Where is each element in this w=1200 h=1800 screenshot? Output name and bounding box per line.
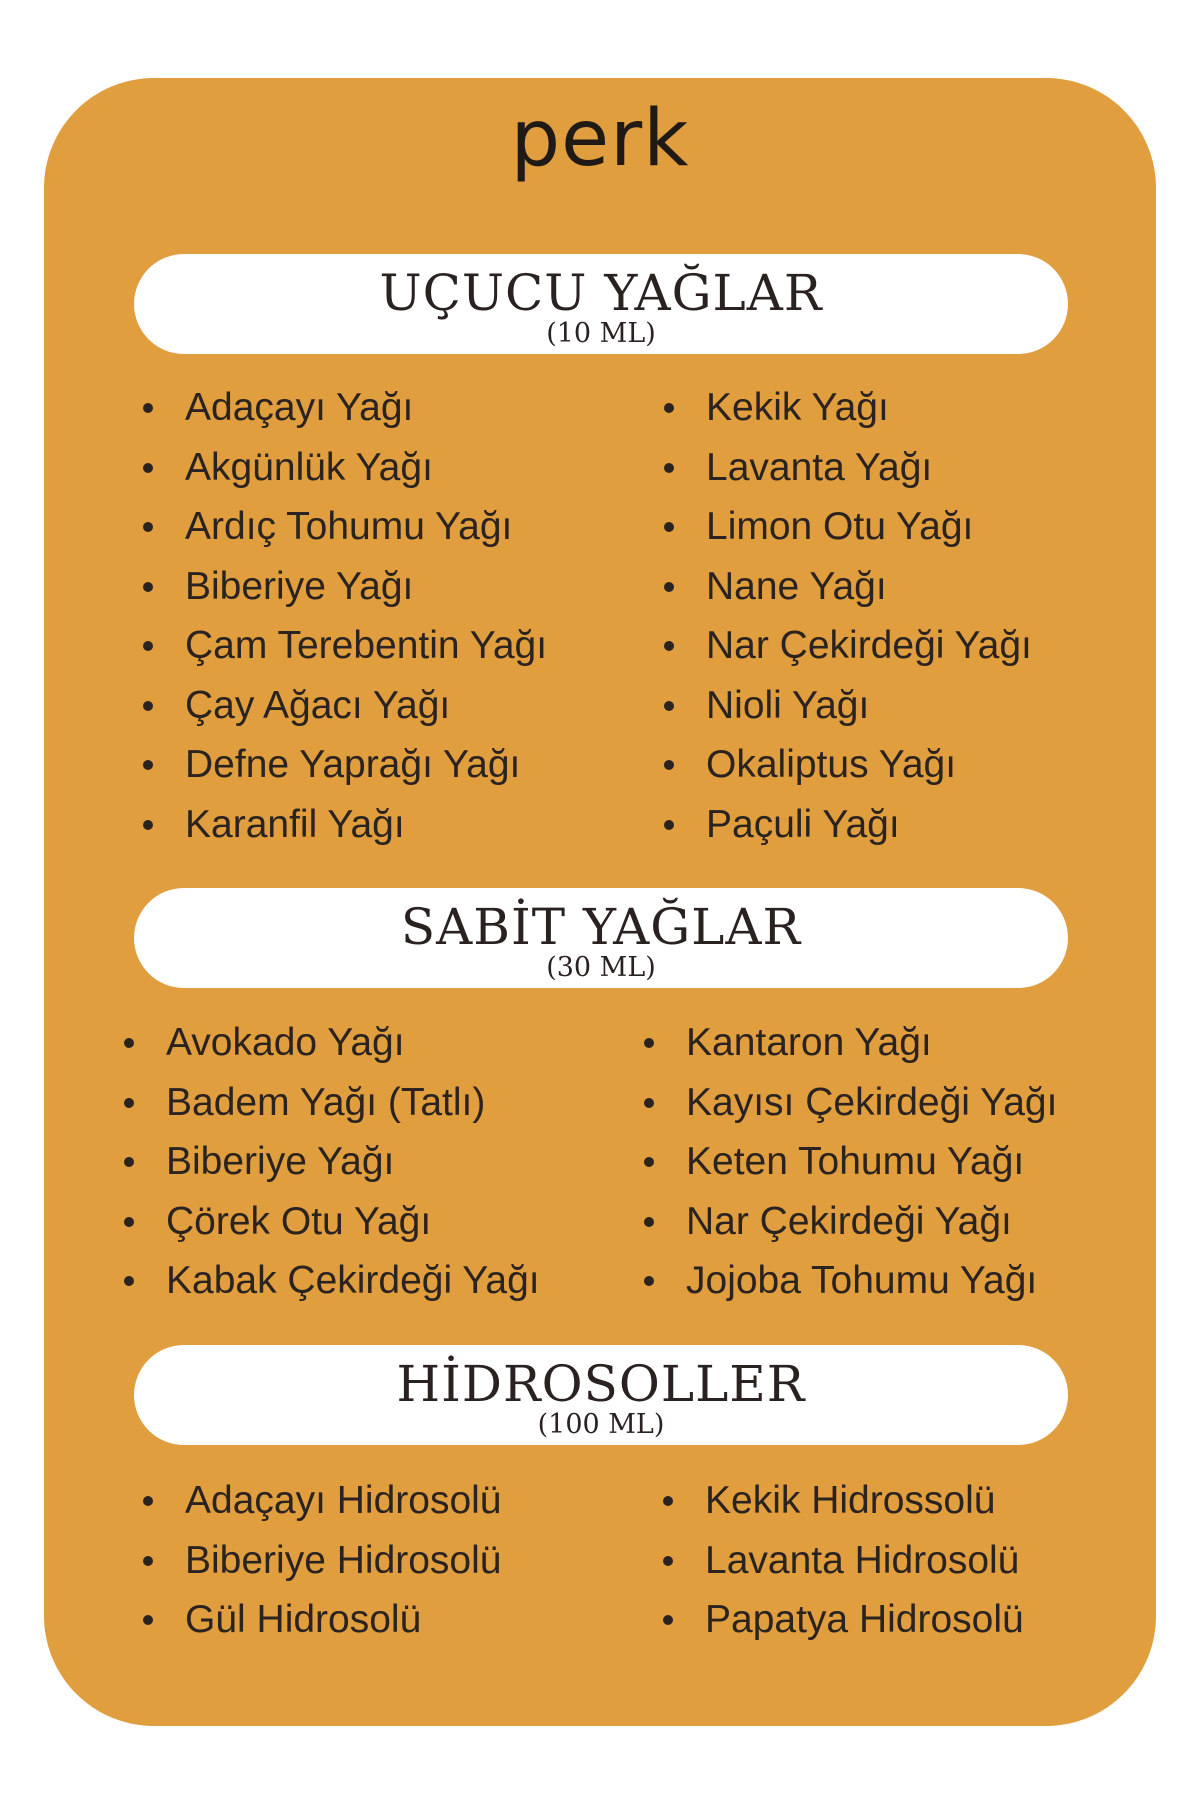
hidrosoller-left-list [143, 1471, 502, 1650]
bullet-icon [664, 582, 674, 592]
list-item: Keten Tohumu Yağı [644, 1132, 1057, 1192]
perk-logo: perk [510, 94, 690, 184]
list-item: Lavanta Yağı [664, 438, 1032, 498]
bullet-icon [644, 1098, 654, 1108]
list-item: Limon Otu Yağı [664, 497, 1032, 557]
hidrosoller-right-list [663, 1471, 1024, 1650]
section-subtitle: (10 ML) [546, 318, 656, 349]
bullet-icon [124, 1217, 134, 1227]
list-item: Çay Ağacı Yağı [143, 676, 547, 736]
bullet-icon [663, 1496, 673, 1506]
list-item: Çörek Otu Yağı [124, 1192, 540, 1252]
section-header-sabit-yaglar [134, 888, 1068, 988]
ucucu-right-list [664, 378, 1032, 854]
bullet-icon [644, 1276, 654, 1286]
list-item: Lavanta Hidrosolü [663, 1531, 1024, 1591]
list-item: Papatya Hidrosolü [663, 1590, 1024, 1650]
list-item: Kekik Hidrossolü [663, 1471, 1024, 1531]
section-subtitle: (100 ML) [537, 1409, 665, 1440]
bullet-icon [664, 522, 674, 532]
bullet-icon [143, 1556, 153, 1566]
list-item: Biberiye Hidrosolü [143, 1531, 502, 1591]
section-header-ucucu-yaglar [134, 254, 1068, 354]
list-item: Akgünlük Yağı [143, 438, 547, 498]
list-item: Paçuli Yağı [664, 795, 1032, 855]
bullet-icon [143, 403, 153, 413]
bullet-icon [664, 463, 674, 473]
bullet-icon [664, 403, 674, 413]
bullet-icon [143, 582, 153, 592]
bullet-icon [143, 701, 153, 711]
bullet-icon [124, 1038, 134, 1048]
bullet-icon [143, 641, 153, 651]
list-item: Avokado Yağı [124, 1013, 540, 1073]
bullet-icon [644, 1038, 654, 1048]
sabit-right-list [644, 1013, 1057, 1311]
list-item: Adaçayı Yağı [143, 378, 547, 438]
bullet-icon [664, 701, 674, 711]
bullet-icon [663, 1556, 673, 1566]
bullet-icon [124, 1276, 134, 1286]
bullet-icon [143, 1615, 153, 1625]
list-item: Jojoba Tohumu Yağı [644, 1251, 1057, 1311]
list-item: Biberiye Yağı [143, 557, 547, 617]
sabit-left-list [124, 1013, 540, 1311]
list-item: Nar Çekirdeği Yağı [664, 616, 1032, 676]
bullet-icon [143, 820, 153, 830]
ucucu-left-list [143, 378, 547, 854]
section-title: SABİT YAĞLAR [400, 898, 802, 956]
bullet-icon [143, 522, 153, 532]
list-item: Gül Hidrosolü [143, 1590, 502, 1650]
section-header-hidrosoller [134, 1345, 1068, 1445]
list-item: Kantaron Yağı [644, 1013, 1057, 1073]
bullet-icon [124, 1157, 134, 1167]
section-title: UÇUCU YAĞLAR [379, 264, 823, 322]
bullet-icon [143, 463, 153, 473]
list-item: Kekik Yağı [664, 378, 1032, 438]
list-item: Kabak Çekirdeği Yağı [124, 1251, 540, 1311]
list-item: Karanfil Yağı [143, 795, 547, 855]
bullet-icon [664, 760, 674, 770]
list-item: Kayısı Çekirdeği Yağı [644, 1073, 1057, 1133]
list-item: Nane Yağı [664, 557, 1032, 617]
list-item: Nar Çekirdeği Yağı [644, 1192, 1057, 1252]
section-title: HİDROSOLLER [396, 1355, 806, 1413]
list-item: Biberiye Yağı [124, 1132, 540, 1192]
bullet-icon [664, 820, 674, 830]
list-item: Adaçayı Hidrosolü [143, 1471, 502, 1531]
bullet-icon [664, 641, 674, 651]
bullet-icon [644, 1217, 654, 1227]
list-item: Okaliptus Yağı [664, 735, 1032, 795]
list-item: Badem Yağı (Tatlı) [124, 1073, 540, 1133]
list-item: Defne Yaprağı Yağı [143, 735, 547, 795]
list-item: Ardıç Tohumu Yağı [143, 497, 547, 557]
bullet-icon [644, 1157, 654, 1167]
bullet-icon [143, 1496, 153, 1506]
bullet-icon [124, 1098, 134, 1108]
section-subtitle: (30 ML) [546, 952, 656, 983]
list-item: Çam Terebentin Yağı [143, 616, 547, 676]
bullet-icon [143, 760, 153, 770]
bullet-icon [663, 1615, 673, 1625]
list-item: Nioli Yağı [664, 676, 1032, 736]
